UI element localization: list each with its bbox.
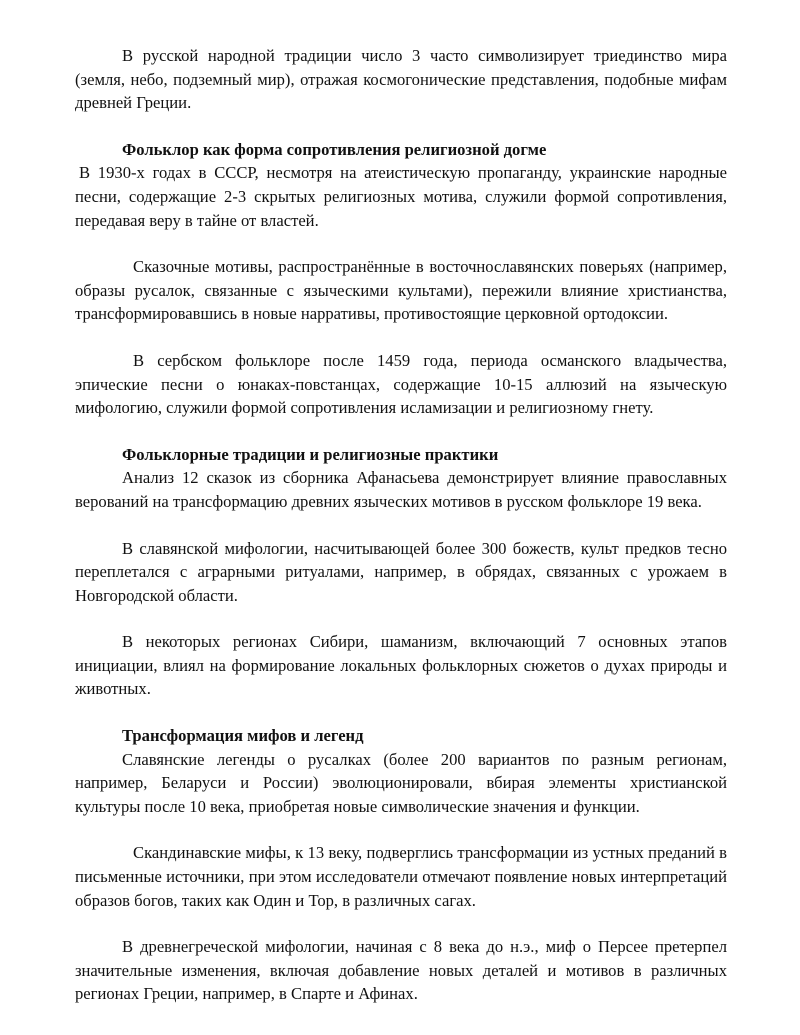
- document-page: [75, 44, 727, 1006]
- paragraph-afanasyev: Анализ 12 сказок из сборника Афанасьева демонстрирует влияние православных верований на трансформацию древних языческих мотивов в русском фольклоре 19 века.: [75, 468, 727, 511]
- heading-folk-traditions: Фольклорные традиции и религиозные практики: [122, 444, 499, 464]
- paragraph-siberia-shamanism: В некоторых регионах Сибири, шаманизм, включающий 7 основных этапов инициации, влиял на формирование локальных фольклорных сюжетов о духах природы и животных.: [75, 632, 727, 699]
- paragraph-trinity: В русской народной традиции число 3 часто символизирует триединство мира (земля, небо, подземный мир), отражая космогонические представления, подобные мифам древней Греции.: [75, 46, 727, 113]
- paragraph-slavic-mythology: В славянской мифологии, насчитывающей более 300 божеств, культ предков тесно переплетался с аграрными ритуалами, например, в обрядах, связанных с урожаем в Новгородской области.: [75, 538, 727, 605]
- paragraph-fairy-tale-motifs: Сказочные мотивы, распространённые в восточнославянских поверьях (например, образы русалок, связанные с языческими культами), пережили влияние христианства, трансформировавшись в новые нарративы, противостоящие церковной ортодоксии.: [75, 257, 727, 324]
- paragraph-ussr-songs: В 1930-х годах в СССР, несмотря на атеистическую пропаганду, украинские народные песни, содержащие 2-3 скрытых религиозных мотива, служили формой сопротивления, передавая веру в тайне от властей.: [75, 163, 727, 230]
- heading-folklore-resistance: Фольклор как форма сопротивления религиозной догме: [122, 139, 547, 159]
- paragraph-greek-mythology: В древнегреческой мифологии, начиная с 8 века до н.э., миф о Персее претерпел значительные изменения, включая добавление новых деталей и мотивов в различных регионах Греции, например, в Спарте и Афинах.: [75, 937, 727, 1004]
- paragraph-serbian-folklore: В сербском фольклоре после 1459 года, периода османского владычества, эпические песни о юнаках-повстанцах, содержащие 10-15 аллюзий на языческую мифологию, служили формой сопротивления исламизации и религиозному гнету.: [75, 350, 727, 418]
- paragraph-scandinavian-myths: Скандинавские мифы, к 13 веку, подверглись трансформации из устных преданий в письменные источники, при этом исследователи отмечают появление новых интерпретаций образов богов, таких как Один и Тор, в различных сагах.: [75, 843, 727, 910]
- heading-myth-transformation: Трансформация мифов и легенд: [122, 726, 364, 746]
- paragraph-rusalka-legends: Славянские легенды о русалках (более 200 вариантов по разным регионам, например, Беларуси и России) эволюционировали, вбирая элементы христианской культуры после 10 века, приобретая новые символические значения и функции.: [75, 749, 727, 816]
